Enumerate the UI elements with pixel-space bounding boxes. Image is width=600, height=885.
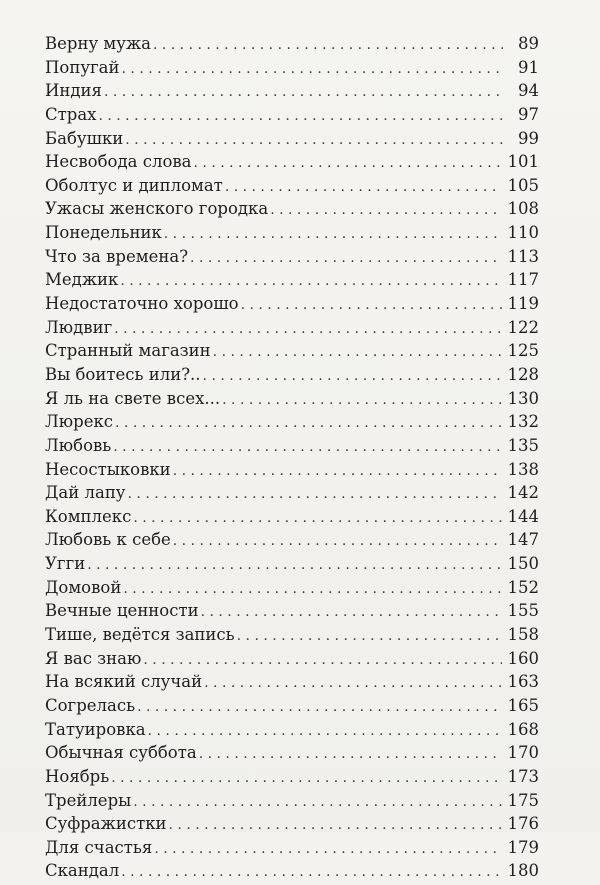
toc-entry-page: 91 bbox=[518, 57, 539, 77]
toc-entry bbox=[45, 460, 539, 484]
toc-entry bbox=[45, 223, 539, 247]
toc-entry bbox=[45, 389, 539, 413]
toc-entry-title: Страх bbox=[45, 104, 97, 124]
toc-entry-title: Ноябрь bbox=[45, 766, 110, 786]
toc-entry-page: 122 bbox=[507, 317, 539, 337]
toc-dot-leader bbox=[213, 344, 502, 360]
toc-entry bbox=[45, 578, 539, 602]
toc-dot-leader bbox=[204, 675, 501, 691]
toc-entry-title: Скандал bbox=[45, 861, 120, 881]
toc-entry bbox=[45, 436, 539, 460]
toc-entry bbox=[45, 483, 539, 507]
toc-entry-title: Люрекс bbox=[45, 412, 114, 432]
toc-entry-page: 135 bbox=[507, 435, 539, 455]
toc-entry-title: Вы боитесь или?.. bbox=[45, 364, 201, 384]
toc-entry-page: 97 bbox=[518, 104, 539, 124]
toc-entry-title: Суфражистки bbox=[45, 814, 167, 834]
toc-entry bbox=[45, 81, 539, 105]
toc-entry bbox=[45, 365, 539, 389]
toc-entry-title: Для счастья bbox=[45, 837, 153, 857]
toc-entry bbox=[45, 720, 539, 744]
toc-dot-leader bbox=[125, 132, 503, 148]
toc-entry-title: Тише, ведётся запись bbox=[45, 625, 235, 645]
toc-entry-page: 110 bbox=[507, 223, 539, 243]
toc-dot-leader bbox=[201, 604, 502, 620]
toc-entry-page: 180 bbox=[507, 861, 539, 881]
toc-entry-title: Несвобода слова bbox=[45, 152, 192, 172]
toc-entry bbox=[45, 601, 539, 625]
toc-entry bbox=[45, 270, 539, 294]
toc-entry bbox=[45, 625, 539, 649]
toc-entry-page: 160 bbox=[507, 648, 539, 668]
toc-entry-title: Несостыковки bbox=[45, 459, 171, 479]
toc-entry bbox=[45, 507, 539, 531]
toc-dot-leader bbox=[133, 794, 501, 810]
toc-entry-page: 144 bbox=[507, 506, 539, 526]
toc-entry-title: Я вас знаю bbox=[45, 648, 142, 668]
toc-entry-title: На всякий случай bbox=[45, 672, 203, 692]
toc-entry-title: Оболтус и дипломат bbox=[45, 175, 223, 195]
toc-entry-page: 179 bbox=[507, 837, 539, 857]
toc-entry bbox=[45, 152, 539, 176]
toc-entry bbox=[45, 530, 539, 554]
toc-dot-leader bbox=[203, 368, 502, 384]
toc-dot-leader bbox=[148, 723, 502, 739]
toc-entry-page: 147 bbox=[507, 530, 539, 550]
toc-entry-title: Обычная суббота bbox=[45, 743, 197, 763]
toc-dot-leader bbox=[122, 61, 503, 77]
toc-entry bbox=[45, 412, 539, 436]
toc-dot-leader bbox=[164, 226, 502, 242]
toc-entry-page: 108 bbox=[507, 199, 539, 219]
toc-dot-leader bbox=[225, 179, 502, 195]
toc-entry-title: Понедельник bbox=[45, 223, 162, 243]
toc-dot-leader bbox=[143, 652, 501, 668]
toc-entry-page: 132 bbox=[507, 412, 539, 432]
toc-entry bbox=[45, 649, 539, 673]
toc-entry-page: 155 bbox=[507, 601, 539, 621]
toc-entry bbox=[45, 105, 539, 129]
toc-entry-page: 168 bbox=[507, 719, 539, 739]
toc-dot-leader bbox=[173, 463, 502, 479]
toc-dot-leader bbox=[137, 699, 501, 715]
toc-dot-leader bbox=[115, 415, 501, 431]
toc-entry bbox=[45, 838, 539, 862]
toc-entry bbox=[45, 672, 539, 696]
toc-entry-page: 105 bbox=[507, 175, 539, 195]
toc-dot-leader bbox=[199, 746, 502, 762]
toc-entry-title: Комплекс bbox=[45, 506, 132, 526]
toc-entry bbox=[45, 199, 539, 223]
toc-entry-page: 142 bbox=[507, 483, 539, 503]
toc-entry bbox=[45, 696, 539, 720]
toc-entry-title: Вечные ценности bbox=[45, 601, 199, 621]
toc-entry-page: 89 bbox=[518, 34, 539, 53]
toc-entry-title: Любовь bbox=[45, 435, 112, 455]
toc-entry-title: Любовь к себе bbox=[45, 530, 171, 550]
toc-entry bbox=[45, 34, 539, 58]
toc-dot-leader bbox=[123, 581, 501, 597]
toc-entry-page: 163 bbox=[507, 672, 539, 692]
toc-dot-leader bbox=[98, 108, 503, 124]
toc-dot-leader bbox=[111, 770, 501, 786]
toc-dot-leader bbox=[113, 439, 501, 455]
toc-dot-leader bbox=[133, 510, 501, 526]
toc-entry-title: Попугай bbox=[45, 57, 120, 77]
toc-entry-page: 175 bbox=[507, 790, 539, 810]
toc-entry bbox=[45, 814, 539, 838]
toc-entry bbox=[45, 791, 539, 815]
toc-dot-leader bbox=[270, 202, 501, 218]
toc-entry-title: Индия bbox=[45, 81, 102, 101]
toc-entry-title: Угги bbox=[45, 554, 86, 574]
toc-entry-page: 117 bbox=[507, 270, 539, 290]
toc-entry bbox=[45, 247, 539, 271]
toc-entry-page: 173 bbox=[507, 766, 539, 786]
toc-entry-title: Что за времена? bbox=[45, 246, 189, 266]
toc-entry bbox=[45, 129, 539, 153]
toc-dot-leader bbox=[237, 628, 502, 644]
toc-entry-title: Ужасы женского городка bbox=[45, 199, 269, 219]
toc-entry-page: 130 bbox=[507, 388, 539, 408]
toc-entry-title: Трейлеры bbox=[45, 790, 132, 810]
toc-dot-leader bbox=[128, 486, 502, 502]
toc-entry-page: 94 bbox=[518, 81, 539, 101]
toc-dot-leader bbox=[222, 392, 501, 408]
toc-entry-title: Бабушки bbox=[45, 128, 124, 148]
toc-dot-leader bbox=[104, 84, 503, 100]
toc-entry-title: Недостаточно хорошо bbox=[45, 294, 239, 314]
toc-entry-page: 150 bbox=[507, 554, 539, 574]
toc-dot-leader bbox=[190, 250, 501, 266]
toc-entry-title: Татуировка bbox=[45, 719, 146, 739]
toc-dot-leader bbox=[169, 817, 502, 833]
toc-entry-page: 170 bbox=[507, 743, 539, 763]
toc-dot-leader bbox=[153, 37, 503, 53]
toc-entry bbox=[45, 861, 539, 885]
toc-entry-title: Дай лапу bbox=[45, 483, 126, 503]
toc-entry-page: 101 bbox=[507, 152, 539, 172]
toc-entry-page: 152 bbox=[507, 577, 539, 597]
toc-dot-leader bbox=[241, 297, 502, 313]
toc-entry-title: Согрелась bbox=[45, 695, 136, 715]
toc-entry bbox=[45, 294, 539, 318]
toc-dot-leader bbox=[120, 273, 501, 289]
table-of-contents bbox=[45, 34, 539, 885]
toc-entry-title: Я ль на свете всех... bbox=[45, 388, 221, 408]
toc-entry-page: 99 bbox=[518, 128, 539, 148]
toc-dot-leader bbox=[87, 557, 501, 573]
toc-dot-leader bbox=[194, 155, 502, 171]
toc-entry-title: Домовой bbox=[45, 577, 122, 597]
toc-entry bbox=[45, 318, 539, 342]
toc-entry bbox=[45, 767, 539, 791]
toc-entry-title: Верну мужа bbox=[45, 34, 151, 53]
toc-entry-page: 119 bbox=[507, 294, 539, 314]
toc-entry bbox=[45, 341, 539, 365]
toc-entry-page: 128 bbox=[507, 364, 539, 384]
toc-dot-leader bbox=[121, 864, 501, 880]
toc-entry-title: Людвиг bbox=[45, 317, 113, 337]
toc-dot-leader bbox=[154, 841, 501, 857]
toc-entry-page: 113 bbox=[507, 246, 539, 266]
toc-entry-page: 176 bbox=[507, 814, 539, 834]
toc-entry-page: 165 bbox=[507, 695, 539, 715]
toc-entry-title: Меджик bbox=[45, 270, 119, 290]
toc-entry bbox=[45, 743, 539, 767]
toc-entry-page: 138 bbox=[507, 459, 539, 479]
toc-entry-page: 158 bbox=[507, 625, 539, 645]
toc-dot-leader bbox=[173, 533, 502, 549]
toc-entry bbox=[45, 176, 539, 200]
toc-entry-title: Странный магазин bbox=[45, 341, 211, 361]
toc-entry bbox=[45, 58, 539, 82]
toc-entry bbox=[45, 554, 539, 578]
toc-dot-leader bbox=[114, 321, 501, 337]
toc-entry-page: 125 bbox=[507, 341, 539, 361]
